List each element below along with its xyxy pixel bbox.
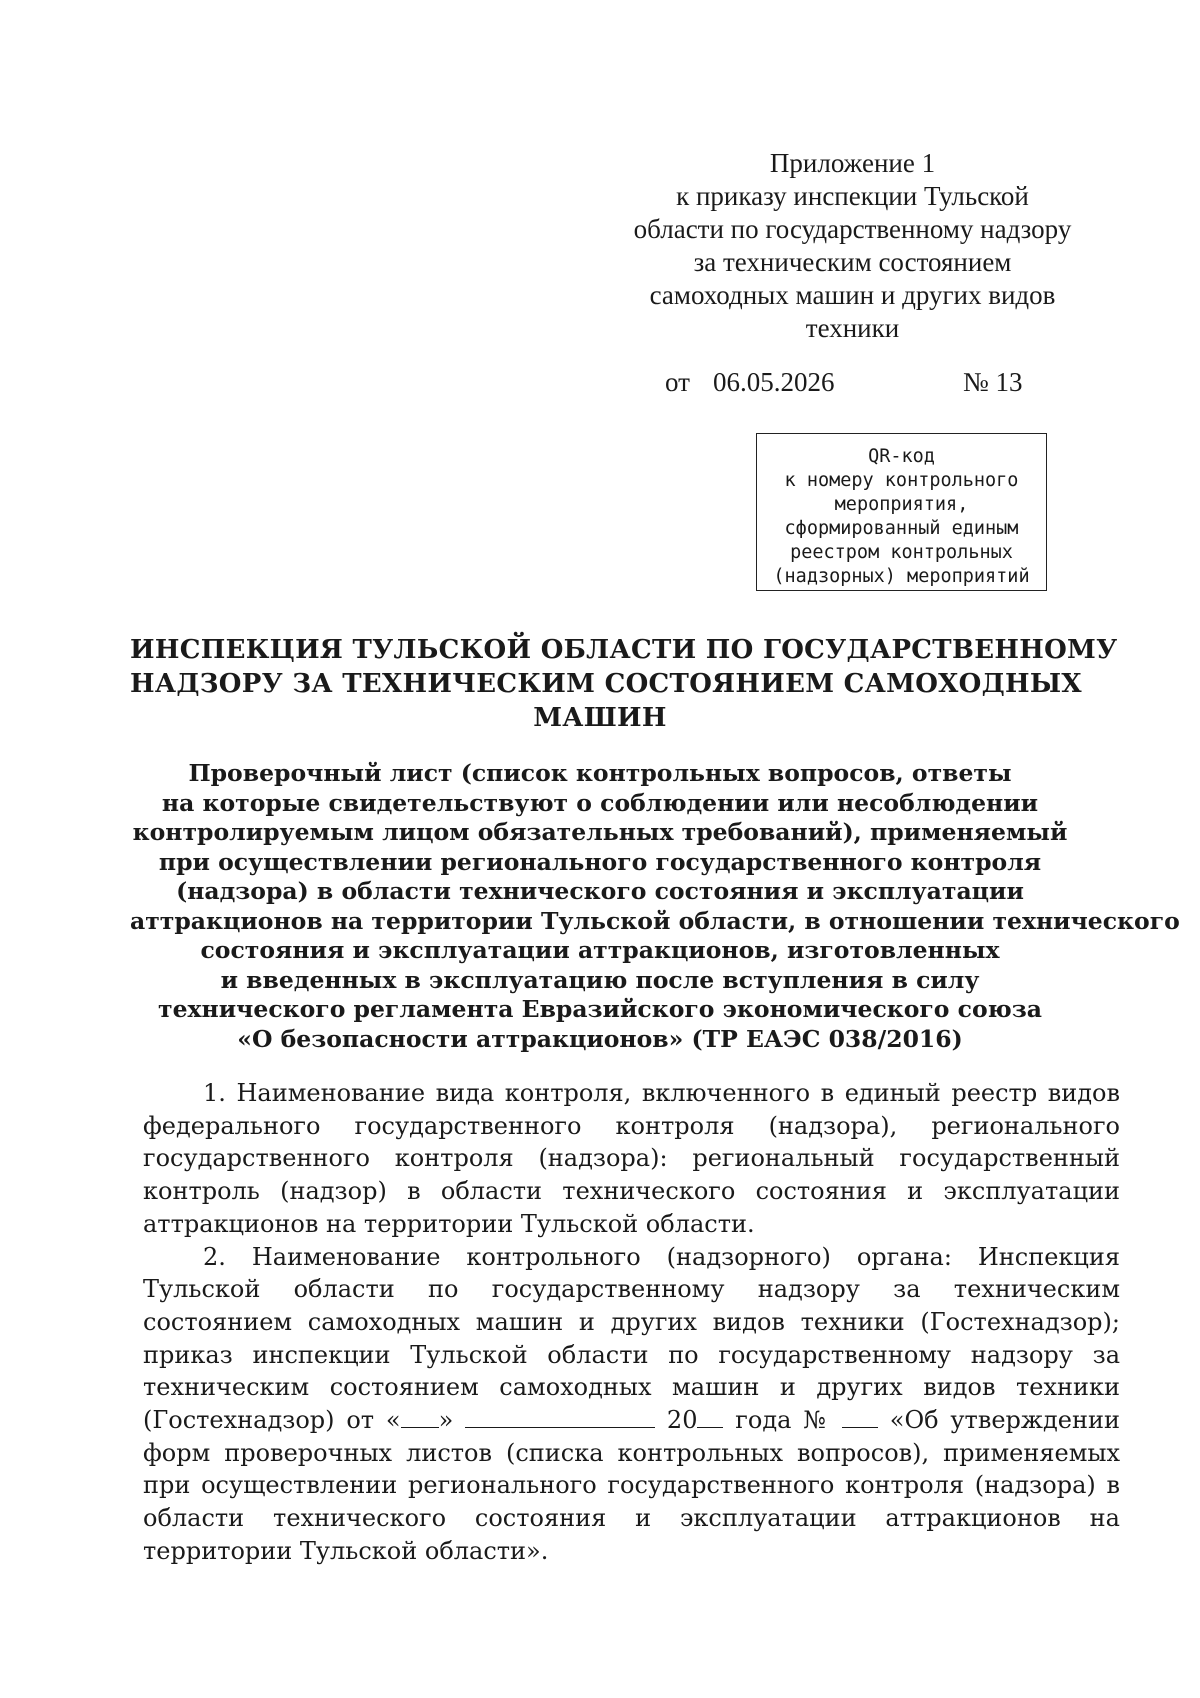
- appendix-line: Приложение 1: [769, 148, 936, 178]
- doc-title-line: при осуществлении регионального государственного контроля: [158, 847, 1042, 876]
- appendix-line: самоходных машин и других видов: [649, 280, 1056, 310]
- qr-code-placeholder: [756, 433, 1047, 591]
- org-title-line: ИНСПЕКЦИЯ ТУЛЬСКОЙ ОБЛАСТИ ПО ГОСУДАРСТВЕННОМУ: [130, 635, 1118, 665]
- p2-text-4: года №: [735, 1406, 831, 1435]
- doc-title-line: аттракционов на территории Тульской области, в отношении технического: [130, 906, 1180, 935]
- appendix-line: к приказу инспекции Тульской: [676, 181, 1029, 211]
- qr-box-line: к номеру контрольного: [784, 470, 1019, 491]
- p2-text-5: «Об утверждении форм проверочных листов (списка контрольных вопросов), применяемых при осуществлении регионального государственного контроля (надзора) в области технического состояния и эксплуатации аттракционов на территории Тульской области».: [143, 1406, 1120, 1565]
- doc-title-line: на которые свидетельствуют о соблюдении или несоблюдении: [161, 788, 1039, 817]
- p2-text-3: 20: [666, 1406, 698, 1435]
- appendix-line: техники: [805, 313, 900, 343]
- order-from-label: от: [665, 367, 690, 397]
- document-title: [130, 759, 1180, 1054]
- appendix-line: за техническим состоянием: [693, 247, 1012, 277]
- doc-title-line: контролируемым лицом обязательных требований), применяемый: [132, 818, 1068, 846]
- qr-box-line: реестром контрольных: [790, 542, 1013, 563]
- paragraph-1: 1. Наименование вида контроля, включенного в единый реестр видов федерального государственного контроля (надзора), регионального государственного контроля (надзора): региональный государственный контроль (надзор) в области технического состояния и эксплуатации аттракционов на территории Тульской области.: [143, 1079, 1120, 1238]
- doc-title-line: (надзора) в области технического состояния и эксплуатации: [176, 877, 1024, 905]
- org-title-line: НАДЗОРУ ЗА ТЕХНИЧЕСКИМ СОСТОЯНИЕМ САМОХОДНЫХ: [130, 669, 1082, 699]
- doc-title-line: «О безопасности аттракционов» (ТР ЕАЭС 038/2016): [237, 1024, 963, 1053]
- qr-box-line: мероприятия,: [834, 494, 969, 515]
- paragraph-2: [143, 1241, 1120, 1568]
- appendix-block: [615, 147, 1090, 345]
- p2-text-1: 2. Наименование контрольного (надзорного) органа: Инспекция Тульской области по государственному надзору за техническим состоянием самоходных машин и других видов техники (Гостехнадзор); приказ инспекции Тульской области по государственному надзору за техническим состоянием самоходных машин и других видов техники (Гостехнадзор) от «: [143, 1242, 1120, 1435]
- org-title-line: МАШИН: [533, 703, 667, 733]
- order-number: № 13: [963, 367, 1023, 397]
- organization-title: [130, 633, 1118, 735]
- blank-month: [465, 1407, 655, 1428]
- body-text: [143, 1077, 1120, 1568]
- qr-box-line: (надзорных) мероприятий: [773, 566, 1030, 587]
- doc-title-line: и введенных в эксплуатацию после вступления в силу: [220, 965, 980, 994]
- appendix-line: области по государственному надзору: [633, 214, 1072, 244]
- blank-day: [401, 1407, 439, 1428]
- doc-title-line: состояния и эксплуатации аттракционов, изготовленных: [200, 936, 1000, 964]
- doc-title-line: Проверочный лист (список контрольных вопросов, ответы: [188, 759, 1012, 787]
- doc-title-line: технического регламента Евразийского экономического союза: [158, 995, 1042, 1023]
- qr-box-line: сформированный единым: [784, 518, 1019, 539]
- blank-number: [842, 1407, 878, 1428]
- blank-year: [697, 1407, 723, 1428]
- qr-box-line: QR-код: [868, 446, 935, 467]
- p2-text-2: »: [438, 1406, 454, 1435]
- order-date: 06.05.2026: [713, 367, 835, 397]
